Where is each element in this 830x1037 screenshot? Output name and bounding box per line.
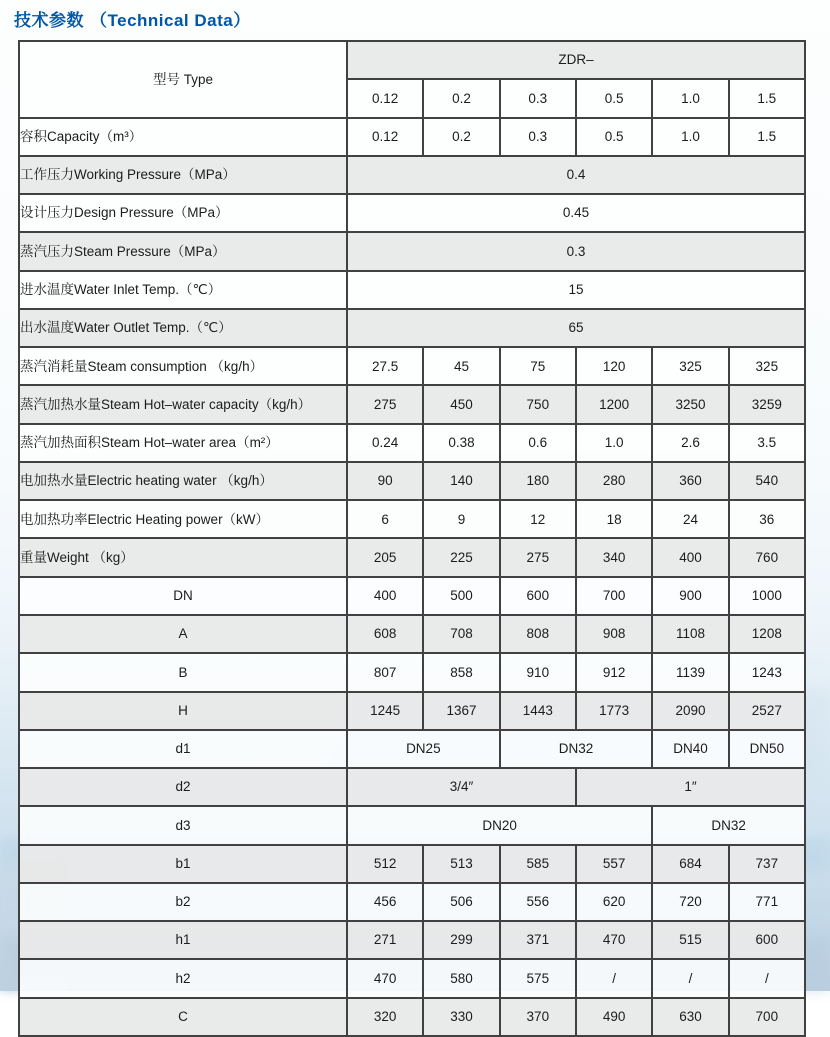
data-cell: 700 bbox=[729, 998, 805, 1036]
table-row bbox=[19, 538, 805, 576]
data-cell: 18 bbox=[576, 500, 652, 538]
row-label-cell: 蒸汽加热水量Steam Hot–water capacity（kg/h） bbox=[19, 385, 347, 423]
row-label-cell: 电加热水量Electric heating water （kg/h） bbox=[19, 462, 347, 500]
data-cell: 720 bbox=[652, 883, 728, 921]
data-cell: 9 bbox=[423, 500, 499, 538]
data-cell: 36 bbox=[729, 500, 805, 538]
data-cell: 400 bbox=[652, 538, 728, 576]
data-cell: 0.12 bbox=[347, 118, 423, 156]
row-label-cell: h1 bbox=[19, 921, 347, 959]
data-cell: 1108 bbox=[652, 615, 728, 653]
data-cell: 912 bbox=[576, 653, 652, 691]
data-cell: 340 bbox=[576, 538, 652, 576]
data-cell: 490 bbox=[576, 998, 652, 1036]
column-header-cell: 1.0 bbox=[652, 79, 728, 117]
data-cell: 1243 bbox=[729, 653, 805, 691]
data-cell: / bbox=[729, 959, 805, 997]
row-label-cell: d3 bbox=[19, 806, 347, 844]
data-cell: 771 bbox=[729, 883, 805, 921]
data-cell: 910 bbox=[500, 653, 576, 691]
data-cell: 0.6 bbox=[500, 424, 576, 462]
data-cell: 0.5 bbox=[576, 118, 652, 156]
data-cell: 3/4″ bbox=[347, 768, 576, 806]
table-row bbox=[19, 347, 805, 385]
data-cell: 620 bbox=[576, 883, 652, 921]
data-cell: 1773 bbox=[576, 692, 652, 730]
data-cell: 2.6 bbox=[652, 424, 728, 462]
table-row bbox=[19, 959, 805, 997]
table-row bbox=[19, 424, 805, 462]
table-row bbox=[19, 768, 805, 806]
row-label-cell: 进水温度Water Inlet Temp.（℃） bbox=[19, 271, 347, 309]
data-cell: 1.0 bbox=[652, 118, 728, 156]
table-row bbox=[19, 271, 805, 309]
data-cell: 275 bbox=[347, 385, 423, 423]
table-row bbox=[19, 692, 805, 730]
data-cell: 450 bbox=[423, 385, 499, 423]
data-cell: 630 bbox=[652, 998, 728, 1036]
data-cell: 1″ bbox=[576, 768, 805, 806]
data-cell: DN20 bbox=[347, 806, 652, 844]
row-label-cell: b1 bbox=[19, 845, 347, 883]
row-label-cell: 蒸汽加热面积Steam Hot–water area（m²） bbox=[19, 424, 347, 462]
table-row bbox=[19, 730, 805, 768]
data-cell: 708 bbox=[423, 615, 499, 653]
data-cell: 470 bbox=[576, 921, 652, 959]
data-cell: 515 bbox=[652, 921, 728, 959]
data-cell: 275 bbox=[500, 538, 576, 576]
row-label-cell: C bbox=[19, 998, 347, 1036]
row-label-cell: 出水温度Water Outlet Temp.（℃） bbox=[19, 309, 347, 347]
data-cell: 700 bbox=[576, 577, 652, 615]
table-row bbox=[19, 385, 805, 423]
data-cell: 3250 bbox=[652, 385, 728, 423]
data-cell: 807 bbox=[347, 653, 423, 691]
data-cell: 12 bbox=[500, 500, 576, 538]
table-row bbox=[19, 615, 805, 653]
table-row bbox=[19, 845, 805, 883]
data-cell: 0.24 bbox=[347, 424, 423, 462]
table-row bbox=[19, 883, 805, 921]
data-cell: 90 bbox=[347, 462, 423, 500]
data-cell: 1245 bbox=[347, 692, 423, 730]
data-cell: 2090 bbox=[652, 692, 728, 730]
column-header-cell: 0.5 bbox=[576, 79, 652, 117]
data-cell: 0.3 bbox=[347, 232, 805, 270]
technical-data-table bbox=[18, 40, 806, 1037]
data-cell: 557 bbox=[576, 845, 652, 883]
data-cell: 470 bbox=[347, 959, 423, 997]
row-label-cell: 容积Capacity（m³） bbox=[19, 118, 347, 156]
row-label-cell: 工作压力Working Pressure（MPa） bbox=[19, 156, 347, 194]
row-label-cell: h2 bbox=[19, 959, 347, 997]
data-cell: 750 bbox=[500, 385, 576, 423]
data-cell: 1200 bbox=[576, 385, 652, 423]
row-label-cell: H bbox=[19, 692, 347, 730]
data-cell: 0.2 bbox=[423, 118, 499, 156]
data-cell: 737 bbox=[729, 845, 805, 883]
table-row bbox=[19, 156, 805, 194]
data-cell: 3.5 bbox=[729, 424, 805, 462]
row-label-cell: d2 bbox=[19, 768, 347, 806]
model-type-header-cell: 型号 Type bbox=[19, 41, 347, 118]
row-label-cell: 电加热功率Electric Heating power（kW） bbox=[19, 500, 347, 538]
row-label-cell: A bbox=[19, 615, 347, 653]
data-cell: 360 bbox=[652, 462, 728, 500]
data-cell: / bbox=[652, 959, 728, 997]
series-header-cell: ZDR– bbox=[347, 41, 805, 79]
data-cell: 1443 bbox=[500, 692, 576, 730]
table-row bbox=[19, 194, 805, 232]
page-title-zh: 技术参数 bbox=[14, 11, 84, 30]
data-cell: DN32 bbox=[652, 806, 805, 844]
data-cell: 858 bbox=[423, 653, 499, 691]
table-row bbox=[19, 998, 805, 1036]
row-label-cell: 蒸汽消耗量Steam consumption （kg/h） bbox=[19, 347, 347, 385]
data-cell: 1.0 bbox=[576, 424, 652, 462]
data-cell: 330 bbox=[423, 998, 499, 1036]
data-cell: 500 bbox=[423, 577, 499, 615]
data-cell: 908 bbox=[576, 615, 652, 653]
data-cell: 45 bbox=[423, 347, 499, 385]
data-cell: 24 bbox=[652, 500, 728, 538]
data-cell: 600 bbox=[729, 921, 805, 959]
data-cell: 371 bbox=[500, 921, 576, 959]
data-cell: 205 bbox=[347, 538, 423, 576]
data-cell: 808 bbox=[500, 615, 576, 653]
table-row bbox=[19, 462, 805, 500]
data-cell: 325 bbox=[729, 347, 805, 385]
data-cell: 27.5 bbox=[347, 347, 423, 385]
data-cell: 3259 bbox=[729, 385, 805, 423]
table-header bbox=[19, 41, 805, 118]
data-cell: 760 bbox=[729, 538, 805, 576]
data-cell: / bbox=[576, 959, 652, 997]
column-header-cell: 1.5 bbox=[729, 79, 805, 117]
data-cell: DN32 bbox=[500, 730, 653, 768]
page-title-en: （Technical Data） bbox=[90, 11, 251, 30]
data-cell: 540 bbox=[729, 462, 805, 500]
table-body bbox=[19, 118, 805, 1036]
table-row bbox=[19, 309, 805, 347]
row-label-cell: 设计压力Design Pressure（MPa） bbox=[19, 194, 347, 232]
table-row bbox=[19, 921, 805, 959]
series-header-row bbox=[19, 41, 805, 79]
data-cell: 65 bbox=[347, 309, 805, 347]
table-row bbox=[19, 653, 805, 691]
data-cell: 456 bbox=[347, 883, 423, 921]
data-cell: 1208 bbox=[729, 615, 805, 653]
data-cell: 299 bbox=[423, 921, 499, 959]
column-header-cell: 0.12 bbox=[347, 79, 423, 117]
row-label-cell: 重量Weight （kg） bbox=[19, 538, 347, 576]
data-cell: 1139 bbox=[652, 653, 728, 691]
data-cell: 0.38 bbox=[423, 424, 499, 462]
row-label-cell: DN bbox=[19, 577, 347, 615]
data-cell: 1367 bbox=[423, 692, 499, 730]
data-cell: 2527 bbox=[729, 692, 805, 730]
column-header-cell: 0.2 bbox=[423, 79, 499, 117]
data-cell: 180 bbox=[500, 462, 576, 500]
data-cell: 900 bbox=[652, 577, 728, 615]
data-cell: 225 bbox=[423, 538, 499, 576]
data-cell: 585 bbox=[500, 845, 576, 883]
data-cell: 75 bbox=[500, 347, 576, 385]
data-cell: 600 bbox=[500, 577, 576, 615]
data-cell: 0.3 bbox=[500, 118, 576, 156]
data-cell: 120 bbox=[576, 347, 652, 385]
data-cell: 512 bbox=[347, 845, 423, 883]
data-cell: 506 bbox=[423, 883, 499, 921]
row-label-cell: B bbox=[19, 653, 347, 691]
data-cell: 325 bbox=[652, 347, 728, 385]
data-cell: 370 bbox=[500, 998, 576, 1036]
data-cell: DN50 bbox=[729, 730, 805, 768]
data-cell: 280 bbox=[576, 462, 652, 500]
data-cell: 271 bbox=[347, 921, 423, 959]
data-cell: 15 bbox=[347, 271, 805, 309]
table-row bbox=[19, 577, 805, 615]
data-cell: 0.4 bbox=[347, 156, 805, 194]
table-row bbox=[19, 806, 805, 844]
data-cell: 6 bbox=[347, 500, 423, 538]
row-label-cell: 蒸汽压力Steam Pressure（MPa） bbox=[19, 232, 347, 270]
table-row bbox=[19, 500, 805, 538]
data-cell: 556 bbox=[500, 883, 576, 921]
table-row bbox=[19, 232, 805, 270]
table-row bbox=[19, 118, 805, 156]
row-label-cell: d1 bbox=[19, 730, 347, 768]
page-title bbox=[14, 6, 251, 31]
data-cell: 684 bbox=[652, 845, 728, 883]
data-cell: 580 bbox=[423, 959, 499, 997]
data-cell: 1000 bbox=[729, 577, 805, 615]
data-cell: DN25 bbox=[347, 730, 500, 768]
data-cell: 1.5 bbox=[729, 118, 805, 156]
data-cell: 320 bbox=[347, 998, 423, 1036]
data-cell: 400 bbox=[347, 577, 423, 615]
data-cell: 513 bbox=[423, 845, 499, 883]
data-cell: DN40 bbox=[652, 730, 728, 768]
data-cell: 608 bbox=[347, 615, 423, 653]
column-header-cell: 0.3 bbox=[500, 79, 576, 117]
data-cell: 575 bbox=[500, 959, 576, 997]
data-cell: 0.45 bbox=[347, 194, 805, 232]
row-label-cell: b2 bbox=[19, 883, 347, 921]
data-cell: 140 bbox=[423, 462, 499, 500]
